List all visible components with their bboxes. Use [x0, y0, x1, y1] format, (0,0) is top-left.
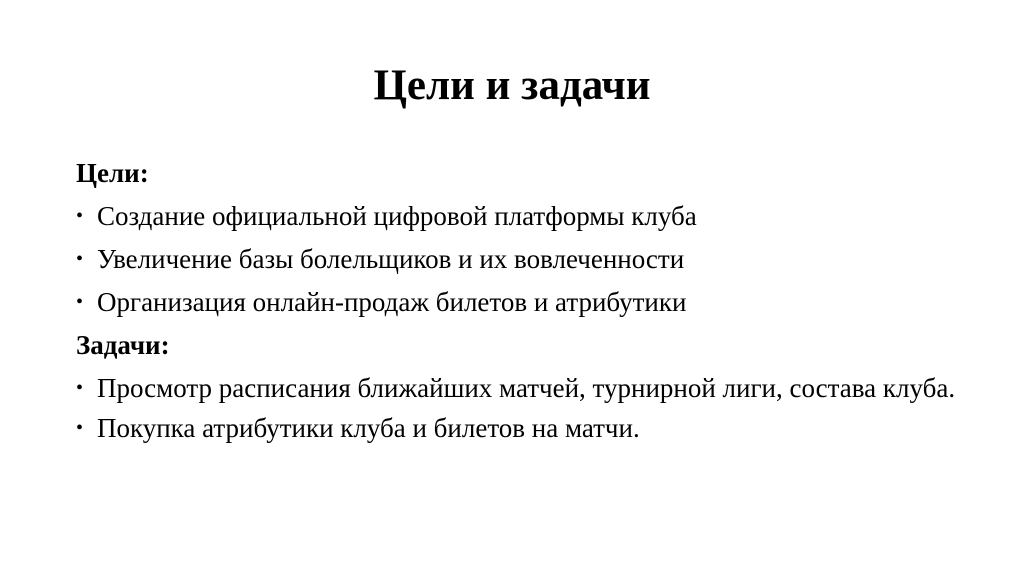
tasks-list	[76, 368, 956, 449]
bullet-icon: •	[76, 417, 84, 439]
goals-list	[76, 196, 956, 323]
list-item	[76, 408, 956, 449]
bullet-icon: •	[76, 205, 84, 227]
list-item-text: Просмотр расписания ближайших матчей, турнирной лиги, состава клуба.	[97, 373, 956, 403]
list-item-text: Покупка атрибутики клуба и билетов на матчи.	[97, 413, 640, 443]
section-heading-tasks: Задачи:	[76, 330, 170, 360]
list-item-text: Увеличение базы болельщиков и их вовлеченности	[97, 244, 685, 274]
bullet-icon: •	[76, 291, 84, 313]
list-item	[76, 368, 956, 406]
list-item	[76, 239, 956, 280]
bullet-icon: •	[76, 377, 84, 399]
list-item	[76, 282, 956, 323]
bullet-icon: •	[76, 248, 84, 270]
list-item-text: Создание официальной цифровой платформы клуба	[97, 201, 697, 231]
list-item-text: Организация онлайн-продаж билетов и атрибутики	[97, 287, 687, 317]
list-item	[76, 196, 956, 237]
slide-title: Цели и задачи	[373, 62, 651, 109]
section-heading-goals: Цели:	[76, 158, 149, 188]
slide-content	[76, 153, 956, 451]
